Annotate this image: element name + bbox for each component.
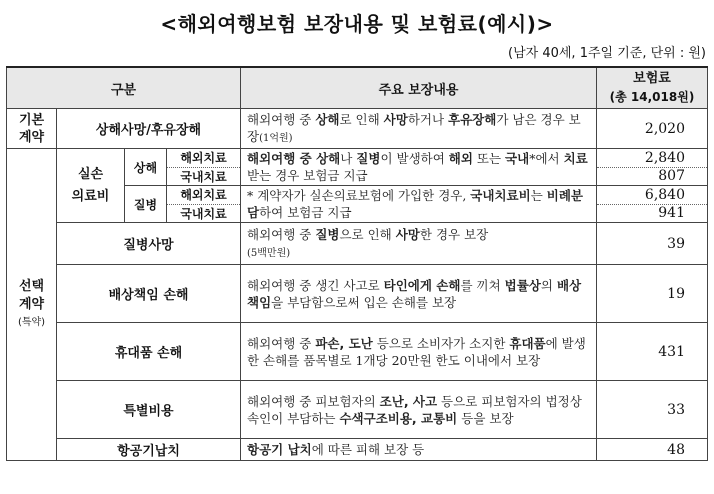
illness-domestic-label: 국내치료 <box>167 204 241 223</box>
table-row <box>7 109 708 149</box>
table-row <box>7 149 708 168</box>
header-premium <box>597 67 708 109</box>
page-title: <해외여행보험 보장내용 및 보험료(예시)> <box>160 12 554 36</box>
premium-injury-overseas: 2,840 <box>597 149 708 168</box>
hijack-premium: 48 <box>597 439 708 461</box>
illness-overseas-label: 해외치료 <box>167 186 241 205</box>
portable-label: 휴대품 손해 <box>57 323 241 381</box>
table-row <box>7 223 708 265</box>
premium-illness-overseas: 6,840 <box>597 186 708 205</box>
liability-premium: 19 <box>597 265 708 323</box>
injury-overseas-label: 해외치료 <box>167 149 241 168</box>
disease-death-label: 질병사망 <box>57 223 241 265</box>
basic-desc: 해외여행 중 상해로 인해 사망하거나 후유장해가 남은 경우 보장(1억원) <box>241 109 597 149</box>
disease-death-desc: 해외여행 중 질병으로 인해 사망한 경우 보장 (5백만원) <box>241 223 597 265</box>
injury-domestic-label: 국내치료 <box>167 167 241 186</box>
basic-group-label: 기본 계약 <box>7 109 57 149</box>
special-label: 특별비용 <box>57 381 241 439</box>
medical-illness-label: 질병 <box>125 186 167 223</box>
special-desc: 해외여행 중 피보험자의 조난, 사고 등으로 피보험자의 법정상속인이 부담하는 수색구조비용, 교통비 등을 보장 <box>241 381 597 439</box>
header-category: 구분 <box>7 67 241 109</box>
premium-injury-domestic: 807 <box>597 167 708 186</box>
portable-premium: 431 <box>597 323 708 381</box>
basic-premium: 2,020 <box>597 109 708 149</box>
header-premium-total: (총 14,018원) <box>609 90 695 104</box>
medical-injury-label: 상해 <box>125 149 167 186</box>
header-premium-label: 보험료 <box>633 71 671 86</box>
medical-desc-2: * 계약자가 실손의료보험에 가입한 경우, 국내치료비는 비례분담하여 보험금 지급 <box>241 186 597 223</box>
disease-death-premium: 39 <box>597 223 708 265</box>
table-row <box>7 265 708 323</box>
unit-note: (남자 40세, 1주일 기준, 단위 : 원) <box>508 46 706 61</box>
coverage-table <box>6 66 708 461</box>
liability-label: 배상책임 손해 <box>57 265 241 323</box>
optional-group-label: 선택 계약 (특약) <box>7 149 57 461</box>
medical-label: 실손 의료비 <box>57 149 125 223</box>
special-premium: 33 <box>597 381 708 439</box>
optional-group-note: (특약) <box>17 316 46 328</box>
header-coverage: 주요 보장내용 <box>241 67 597 109</box>
premium-illness-domestic: 941 <box>597 204 708 223</box>
hijack-label: 항공기납치 <box>57 439 241 461</box>
basic-item-label: 상해사망/후유장해 <box>57 109 241 149</box>
table-row <box>7 439 708 461</box>
portable-desc: 해외여행 중 파손, 도난 등으로 소비자가 소지한 휴대품에 발생한 손해를 품목별로 1개당 20만원 한도 이내에서 보장 <box>241 323 597 381</box>
table-header-row <box>7 67 708 109</box>
medical-desc-1: 해외여행 중 상해나 질병이 발생하여 해외 또는 국내*에서 치료받는 경우 보험금 지급 <box>241 149 597 186</box>
hijack-desc: 항공기 납치에 따른 피해 보장 등 <box>241 439 597 461</box>
table-row <box>7 381 708 439</box>
table-row <box>7 323 708 381</box>
liability-desc: 해외여행 중 생긴 사고로 타인에게 손해를 끼쳐 법률상의 배상책임을 부담함으로써 입은 손해를 보장 <box>241 265 597 323</box>
